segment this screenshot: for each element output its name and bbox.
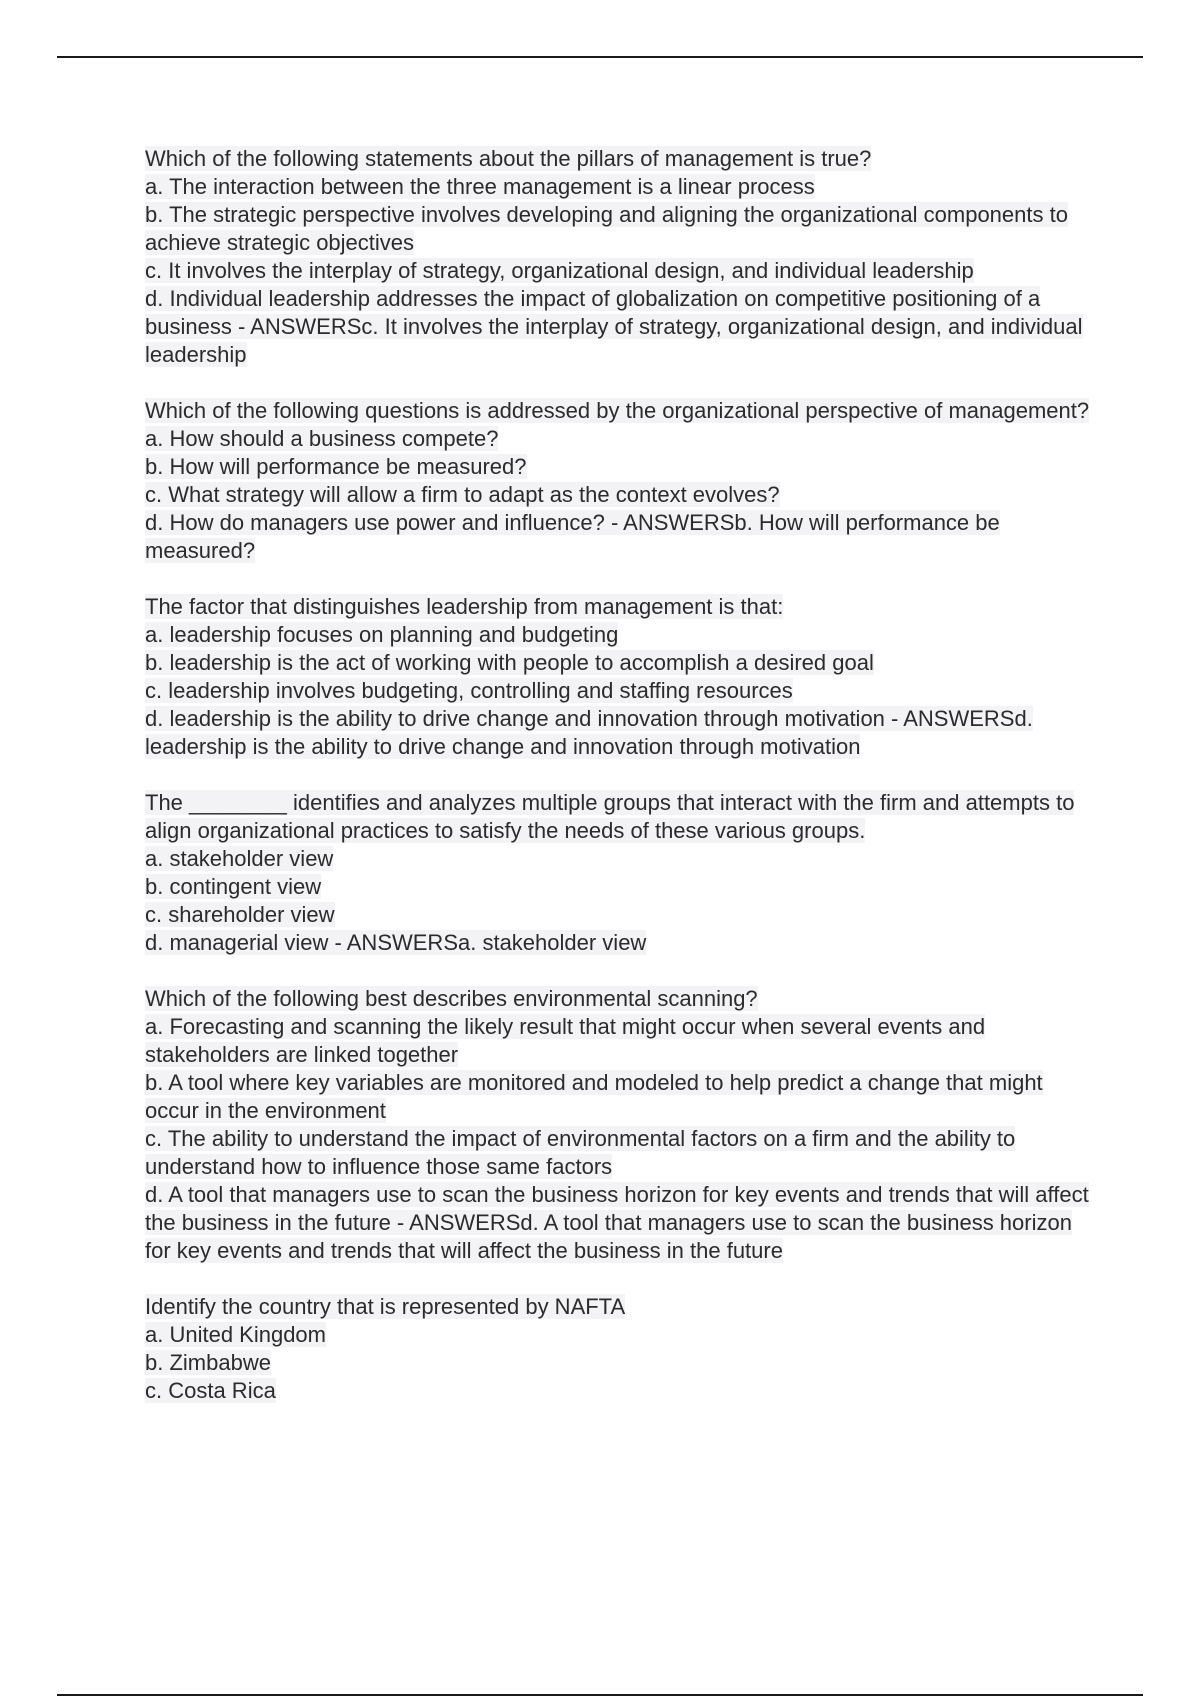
answer-option: b. The strategic perspective involves developing and aligning the organizational components to achieve strategic objectives [145,202,1068,255]
question-text: Which of the following questions is addressed by the organizational perspective of management? [145,398,1090,423]
answer-option: c. shareholder view [145,902,335,927]
question-block [145,985,1090,1265]
answer-option-with-key: d. Individual leadership addresses the impact of globalization on competitive positioning of a business - ANSWERSc. It involves the interplay of strategy, organizational design, and individual leadership [145,286,1083,367]
answer-option: b. contingent view [145,874,322,899]
answer-option-with-key: d. A tool that managers use to scan the business horizon for key events and trends that will affect the business in the future - ANSWERSd. A tool that managers use to scan the business horizon for key events and trends that will affect the business in the future [145,1182,1089,1263]
answer-option-with-key: d. leadership is the ability to drive change and innovation through motivation - ANSWERSd. leadership is the ability to drive change and innovation through motivation [145,706,1033,759]
answer-option: a. How should a business compete? [145,426,499,451]
answer-option: b. A tool where key variables are monitored and modeled to help predict a change that might occur in the environment [145,1070,1043,1123]
answer-option: c. The ability to understand the impact of environmental factors on a firm and the ability to understand how to influence those same factors [145,1126,1016,1179]
answer-option: a. Forecasting and scanning the likely result that might occur when several events and stakeholders are linked together [145,1014,986,1067]
answer-option: a. United Kingdom [145,1322,326,1347]
answer-option: a. leadership focuses on planning and budgeting [145,622,619,647]
answer-option: c. It involves the interplay of strategy, organizational design, and individual leadership [145,258,974,283]
header-rule [57,56,1143,58]
answer-option: a. stakeholder view [145,846,334,871]
question-list [145,145,1090,1433]
question-text: Which of the following best describes environmental scanning? [145,986,758,1011]
answer-option-with-key: d. managerial view - ANSWERSa. stakeholder view [145,930,647,955]
answer-option: c. Costa Rica [145,1378,276,1403]
question-text: Which of the following statements about the pillars of management is true? [145,146,872,171]
question-block [145,397,1090,565]
question-text: The factor that distinguishes leadership from management is that: [145,594,784,619]
answer-option-with-key: d. How do managers use power and influence? - ANSWERSb. How will performance be measured? [145,510,1000,563]
answer-option: a. The interaction between the three management is a linear process [145,174,815,199]
question-block [145,145,1090,369]
answer-option: b. leadership is the act of working with people to accomplish a desired goal [145,650,874,675]
answer-option: c. What strategy will allow a firm to adapt as the context evolves? [145,482,780,507]
question-block [145,789,1090,957]
question-block [145,593,1090,761]
footer-rule [57,1694,1143,1696]
answer-option: b. Zimbabwe [145,1350,271,1375]
question-text: Identify the country that is represented by NAFTA [145,1294,626,1319]
answer-option: b. How will performance be measured? [145,454,527,479]
question-text: The ________ identifies and analyzes multiple groups that interact with the firm and attempts to align organizational practices to satisfy the needs of these various groups. [145,790,1075,843]
question-block [145,1293,1090,1405]
answer-option: c. leadership involves budgeting, controlling and staffing resources [145,678,793,703]
